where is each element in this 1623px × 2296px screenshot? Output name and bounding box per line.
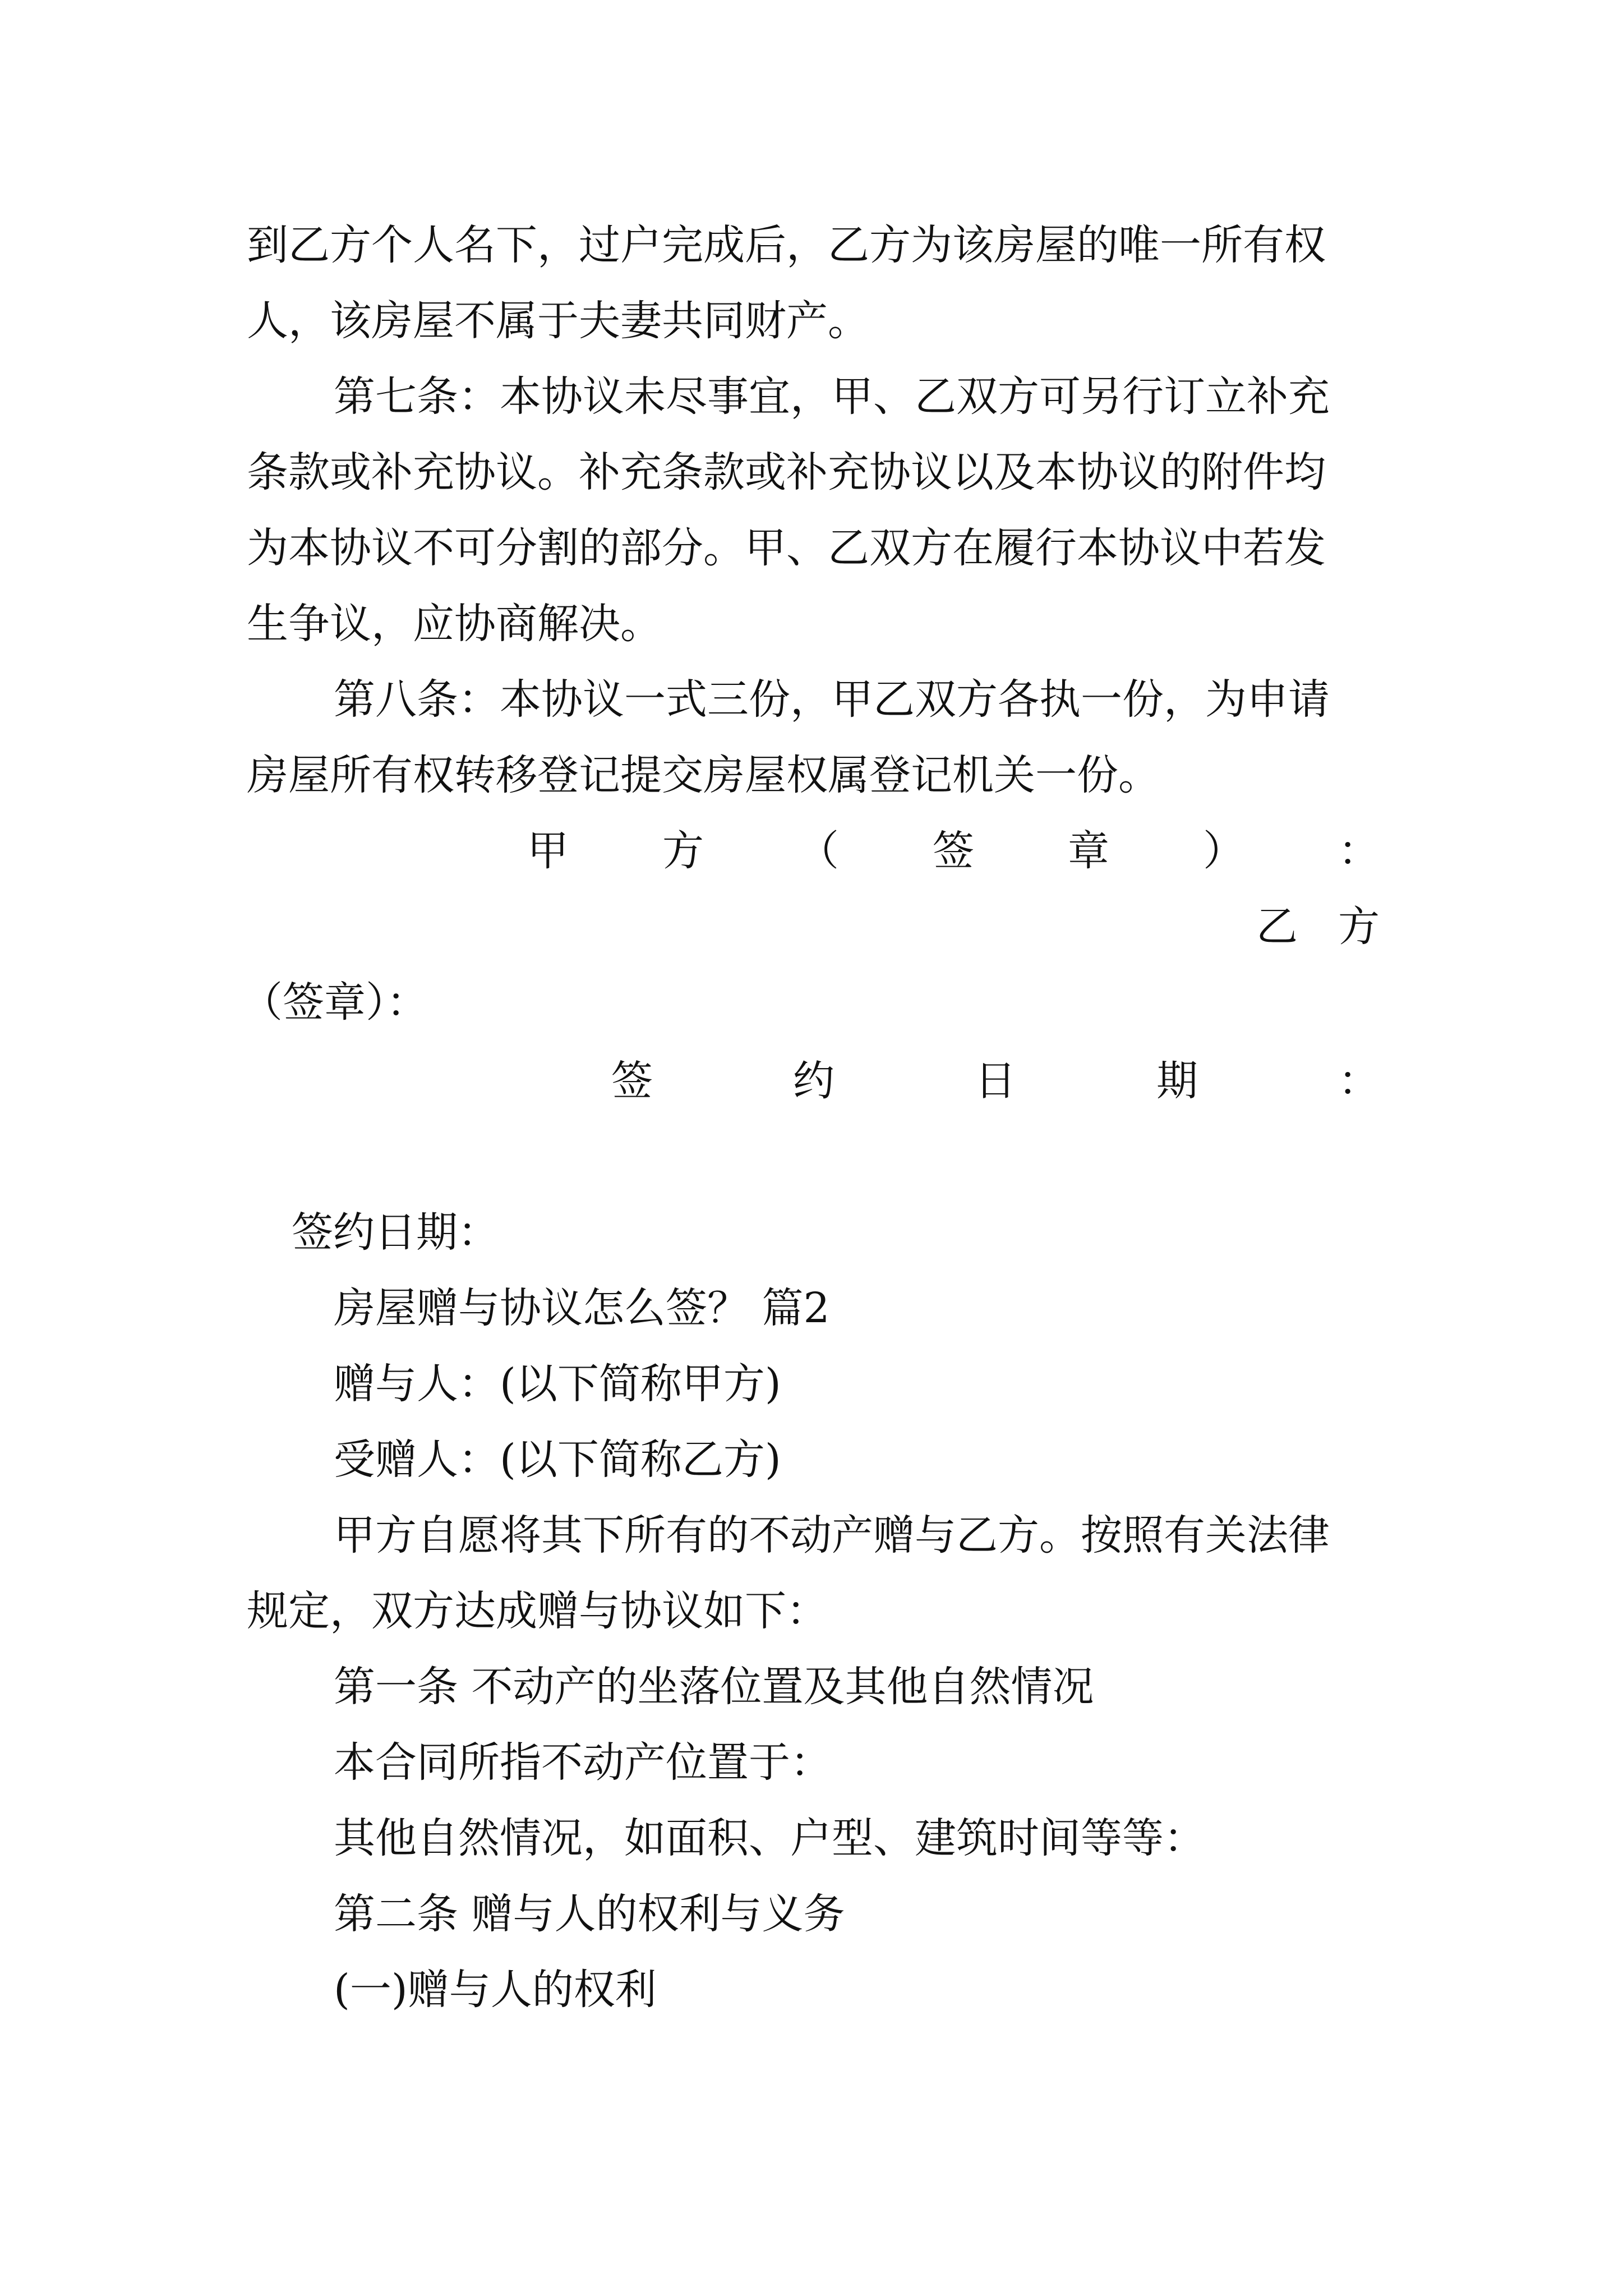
signing-date-char: ：	[1338, 1057, 1380, 1105]
party-a-char: 章	[1068, 827, 1109, 875]
donor-line: 赠与人：(以下简称甲方)	[334, 1360, 781, 1408]
party-a-char: ：	[1338, 827, 1380, 875]
article-7-line-3: 为本协议不可分割的部分。甲、乙双方在履行本协议中若发	[247, 524, 1326, 572]
article-1-other-info: 其他自然情况，如面积、户型、建筑时间等等：	[334, 1814, 1205, 1862]
donee-line: 受赠人：(以下简称乙方)	[334, 1435, 781, 1484]
party-a-signature-line	[527, 827, 1380, 875]
signing-date-char: 期	[1156, 1057, 1198, 1105]
paragraph-6-line-1: 到乙方个人名下，过户完成后，乙方为该房屋的唯一所有权	[247, 221, 1326, 269]
party-a-char: （	[797, 827, 839, 875]
signing-date-char: 约	[793, 1057, 834, 1105]
intro-line-1: 甲方自愿将其下所有的不动产赠与乙方。按照有关法律	[334, 1511, 1330, 1559]
signing-date-spaced-line	[611, 1057, 1380, 1105]
signing-date-line: 签约日期：	[292, 1208, 499, 1257]
article-8-line-1: 第八条：本协议一式三份，甲乙双方各执一份，为申请	[334, 675, 1330, 724]
party-a-char: 甲	[527, 827, 569, 875]
article-8-line-2: 房屋所有权转移登记提交房屋权属登记机关一份。	[247, 751, 1160, 799]
section-2-heading: 房屋赠与协议怎么签？ 篇2	[334, 1284, 830, 1332]
article-1-title: 第一条 不动产的坐落位置及其他自然情况	[334, 1663, 1094, 1711]
article-2-title: 第二条 赠与人的权利与义务	[334, 1890, 845, 1938]
signing-date-char: 日	[975, 1057, 1016, 1105]
paragraph-6-line-2: 人，该房屋不属于夫妻共同财产。	[247, 297, 869, 345]
article-7-line-2: 条款或补充协议。补充条款或补充协议以及本协议的附件均	[247, 448, 1326, 496]
party-a-char: 签	[933, 827, 974, 875]
article-1-location: 本合同所指不动产位置于：	[334, 1738, 832, 1787]
article-2-subsection-1: (一)赠与人的权利	[334, 1966, 657, 2014]
signing-date-char: 签	[611, 1057, 653, 1105]
intro-line-2: 规定，双方达成赠与协议如下：	[247, 1587, 828, 1635]
party-b-signature-line	[1256, 903, 1380, 951]
party-a-char: ）	[1203, 827, 1244, 875]
article-7-line-4: 生争议，应协商解决。	[247, 600, 662, 648]
party-b-char: 方	[1338, 903, 1380, 951]
article-7-line-1: 第七条：本协议未尽事宜，甲、乙双方可另行订立补充	[334, 372, 1330, 421]
party-b-seal-label: （签章）：	[241, 978, 428, 1027]
party-b-char: 乙	[1256, 903, 1298, 951]
party-a-char: 方	[662, 827, 704, 875]
